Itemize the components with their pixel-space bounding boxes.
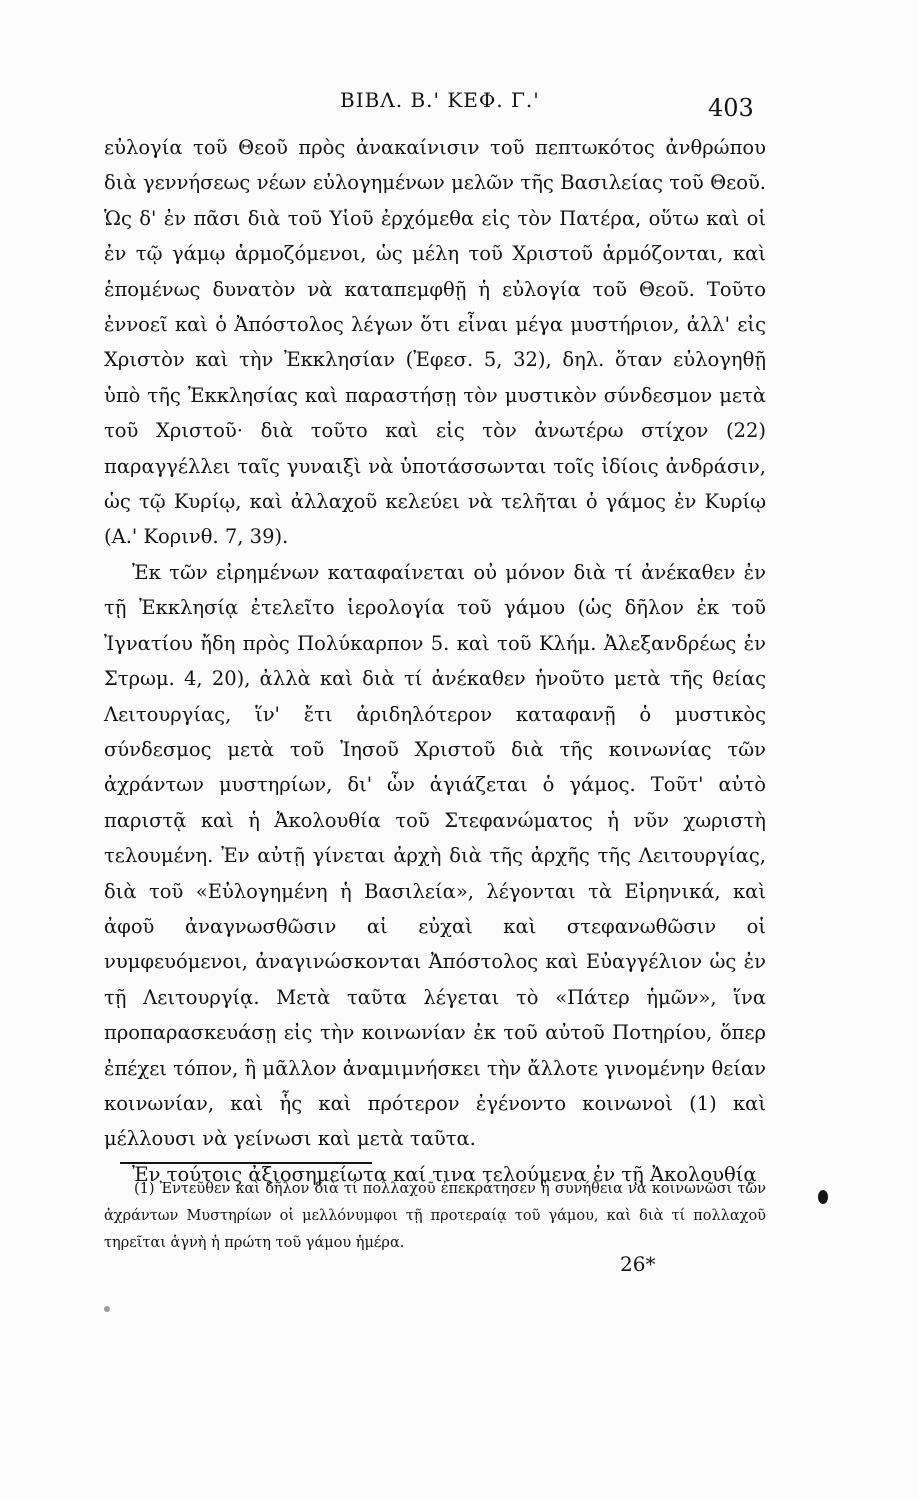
body-text <box>104 130 766 1192</box>
footnote: (1) Ἐντεῦθεν καὶ δῆλον διὰ τί πολλαχοῦ ἐπεκράτησεν ἡ συνήθεια νὰ κοινωνῶσι τῶν ἀχράντων Μυστηρίων οἱ μελλόνυμφοι τῇ προτεραίᾳ τοῦ γάμου, καὶ διὰ τί πολλαχοῦ τηρεῖται ἁγνὴ ἡ πρώτη τοῦ γάμου ἡμέρα. <box>104 1181 766 1251</box>
body-paragraph: Ἐν τούτοις ἀξιοσημείωτα καί τινα τελούμενα ἐν τῇ Ἀκολουθίᾳ <box>132 1162 757 1186</box>
body-paragraph: εὐλογία τοῦ Θεοῦ πρὸς ἀνακαίνισιν τοῦ πεπτωκότος ἀνθρώπου διὰ γεννήσεως νέων εὐλογημένων μελῶν τῆς Βασιλείας τοῦ Θεοῦ. Ὡς δ' ἐν πᾶσι διὰ τοῦ Υἱοῦ ἐρχόμεθα εἰς τὸν Πατέρα, οὕτω καὶ οἱ ἐν τῷ γάμῳ ἁρμοζόμενοι, ὡς μέλη τοῦ Χριστοῦ ἁρμόζονται, καὶ ἑπομένως δυνατὸν νὰ καταπεμφθῇ ἡ εὐλογία τοῦ Θεοῦ. Τοῦτο ἐννοεῖ καὶ ὁ Ἀπόστολος λέγων ὅτι εἶναι μέγα μυστήριον, ἀλλ' εἰς Χριστὸν καὶ τὴν Ἐκκλησίαν (Ἐφεσ. 5, 32), δηλ. ὅταν εὐλογηθῇ ὑπὸ τῆς Ἐκκλησίας καὶ παραστήσῃ τὸν μυστικὸν σύνδεσμον μετὰ τοῦ Χριστοῦ· διὰ τοῦτο καὶ εἰς τὸν ἀνωτέρω στίχον (22) παραγγέλλει ταῖς γυναιξὶ νὰ ὑποτάσσωνται τοῖς ἰδίοις ἀνδράσιν, ὡς τῷ Κυρίῳ, καὶ ἀλλαχοῦ κελεύει νὰ τελῆται ὁ γάμος ἐν Κυρίῳ (Α.' Κορινθ. 7, 39). <box>104 136 766 549</box>
body-paragraph: Ἐκ τῶν εἰρημένων καταφαίνεται οὐ μόνον διὰ τί ἀνέκαθεν ἐν τῇ Ἐκκλησίᾳ ἐτελεῖτο ἱερολογία τοῦ γάμου (ὡς δῆλον ἐκ τοῦ Ἰγνατίου ἤδη πρὸς Πολύκαρπον 5. καὶ τοῦ Κλήμ. Ἀλεξανδρέως ἐν Στρωμ. 4, 20), ἀλλὰ καὶ διὰ τί ἀνέκαθεν ἡνοῦτο μετὰ τῆς θείας Λειτουργίας, ἵν' ἔτι ἀριδηλότερον καταφανῇ ὁ μυστικὸς σύνδεσμος μετὰ τοῦ Ἰησοῦ Χριστοῦ διὰ τῆς κοινωνίας τῶν ἀχράντων μυστηρίων, δι' ὧν ἁγιάζεται ὁ γάμος. Τοῦτ' αὐτὸ παριστᾷ καὶ ἡ Ἀκολουθία τοῦ Στεφανώματος ἡ νῦν χωριστὴ τελουμένη. Ἐν αὐτῇ γίνεται ἀρχὴ διὰ τῆς ἀρχῆς τῆς Λειτουργίας, διὰ τοῦ «Εὐλογημένη ἡ Βασιλεία», λέγονται τὰ Εἰρηνικά, καὶ ἀφοῦ ἀναγνωσθῶσιν αἱ εὐχαὶ καὶ στεφανωθῶσιν οἱ νυμφευόμενοι, ἀναγινώσκονται Ἀπόστολος καὶ Εὐαγγέλιον ὡς ἐν τῇ Λειτουργίᾳ. Μετὰ ταῦτα λέγεται τὸ «Πάτερ ἡμῶν», ἵνα προπαρασκευάσῃ εἰς τὴν κοινωνίαν ἐκ τοῦ αὐτοῦ Ποτηρίου, ὅπερ ἐπέχει τόπον, ἢ μᾶλλον ἀναμιμνήσκει τὴν ἄλλοτε γινομένην θείαν κοινωνίαν, καὶ ἧς καὶ πρότερον ἐγένοντο κοινωνοὶ (1) καὶ μέλλουσι νὰ γείνωσι καὶ μετὰ ταῦτα. <box>104 560 766 1151</box>
ink-speck-icon <box>104 1306 110 1312</box>
footnote-separator-rule <box>120 1162 372 1164</box>
page-header <box>0 88 919 128</box>
ink-speck-icon <box>818 1190 828 1204</box>
signature-mark: 26* <box>620 1252 656 1276</box>
running-head: ΒΙΒΛ. Β.' ΚΕΦ. Γ.' <box>340 88 540 112</box>
page-number: 403 <box>708 94 754 122</box>
